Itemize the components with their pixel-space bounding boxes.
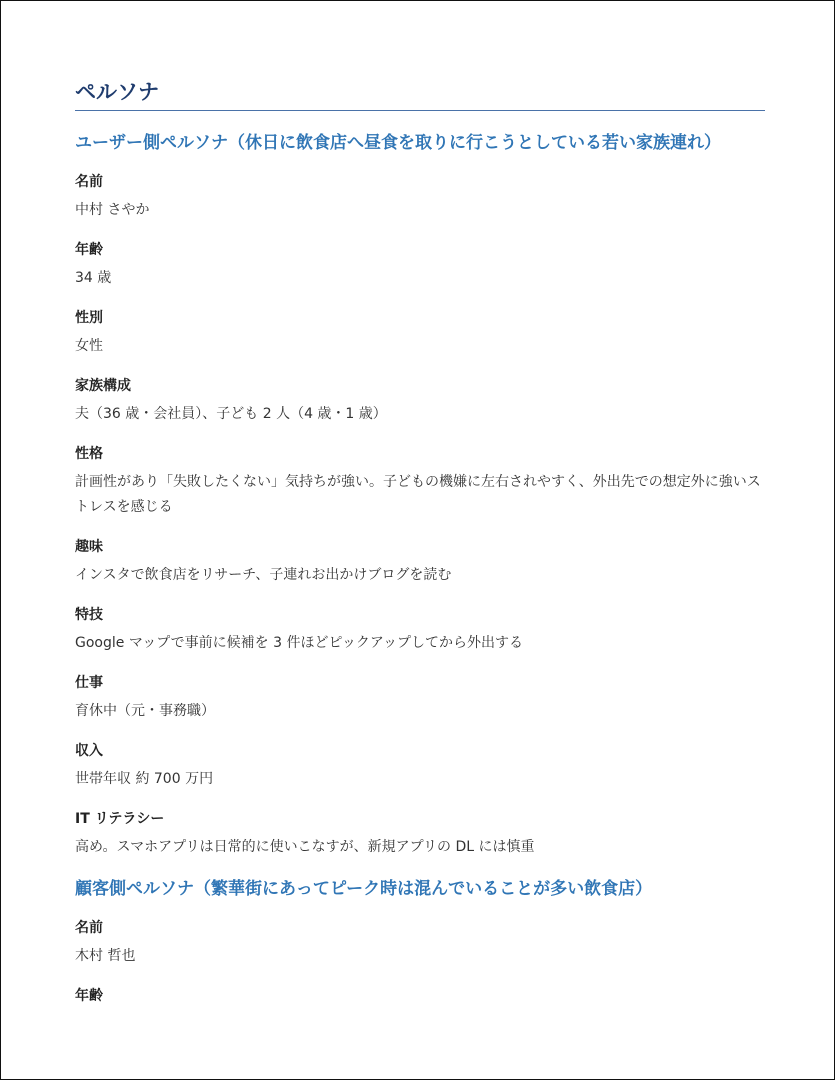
field-label: 年齢: [75, 988, 103, 1004]
field-value: 女性: [75, 338, 103, 354]
field-it-literacy: [75, 809, 765, 860]
field-label: 名前: [75, 920, 103, 936]
client-persona-section: [75, 877, 765, 1006]
field-name: [75, 172, 765, 223]
field-value: 34 歳: [75, 270, 112, 286]
field-family: [75, 376, 765, 427]
field-name: [75, 918, 765, 969]
page-title: ペルソナ: [75, 76, 765, 111]
field-job: [75, 673, 765, 724]
field-value: 中村 さやか: [75, 202, 150, 218]
field-hobby: [75, 537, 765, 588]
field-value: 高め。スマホアプリは日常的に使いこなすが、新規アプリの DL には慎重: [75, 839, 535, 855]
field-value: 育休中（元・事務職）: [75, 703, 215, 719]
section-heading-user-persona: ユーザー側ペルソナ（休日に飲食店へ昼食を取りに行こうとしている若い家族連れ）: [75, 133, 721, 153]
field-gender: [75, 308, 765, 359]
field-label: 性別: [75, 310, 103, 326]
section-heading-client-persona: 顧客側ペルソナ（繁華街にあってピーク時は混んでいることが多い飲食店）: [75, 879, 653, 899]
field-value: 夫（36 歳・会社員）、子ども 2 人（4 歳・1 歳）: [75, 406, 387, 422]
field-label: 収入: [75, 743, 103, 759]
field-age: [75, 240, 765, 291]
field-value: Google マップで事前に候補を 3 件ほどピックアップしてから外出する: [75, 635, 523, 651]
field-age: [75, 986, 765, 1006]
field-value: 世帯年収 約 700 万円: [75, 771, 214, 787]
field-value: 木村 哲也: [75, 948, 136, 964]
field-value: インスタで飲食店をリサーチ、子連れお出かけブログを読む: [75, 567, 452, 583]
field-label: 仕事: [75, 675, 103, 691]
field-income: [75, 741, 765, 792]
field-label: 名前: [75, 174, 103, 190]
user-persona-section: [75, 131, 765, 860]
field-label: 家族構成: [75, 378, 131, 394]
field-label: 特技: [75, 607, 103, 623]
field-label: IT リテラシー: [75, 811, 165, 827]
field-label: 年齢: [75, 242, 103, 258]
document-content: [75, 76, 765, 1006]
field-skill: [75, 605, 765, 656]
field-value: 計画性があり「失敗したくない」気持ちが強い。子どもの機嫌に左右されやすく、外出先での想定外に強いストレスを感じる: [75, 474, 761, 515]
field-label: 趣味: [75, 539, 103, 555]
field-personality: [75, 444, 765, 520]
field-label: 性格: [75, 446, 103, 462]
